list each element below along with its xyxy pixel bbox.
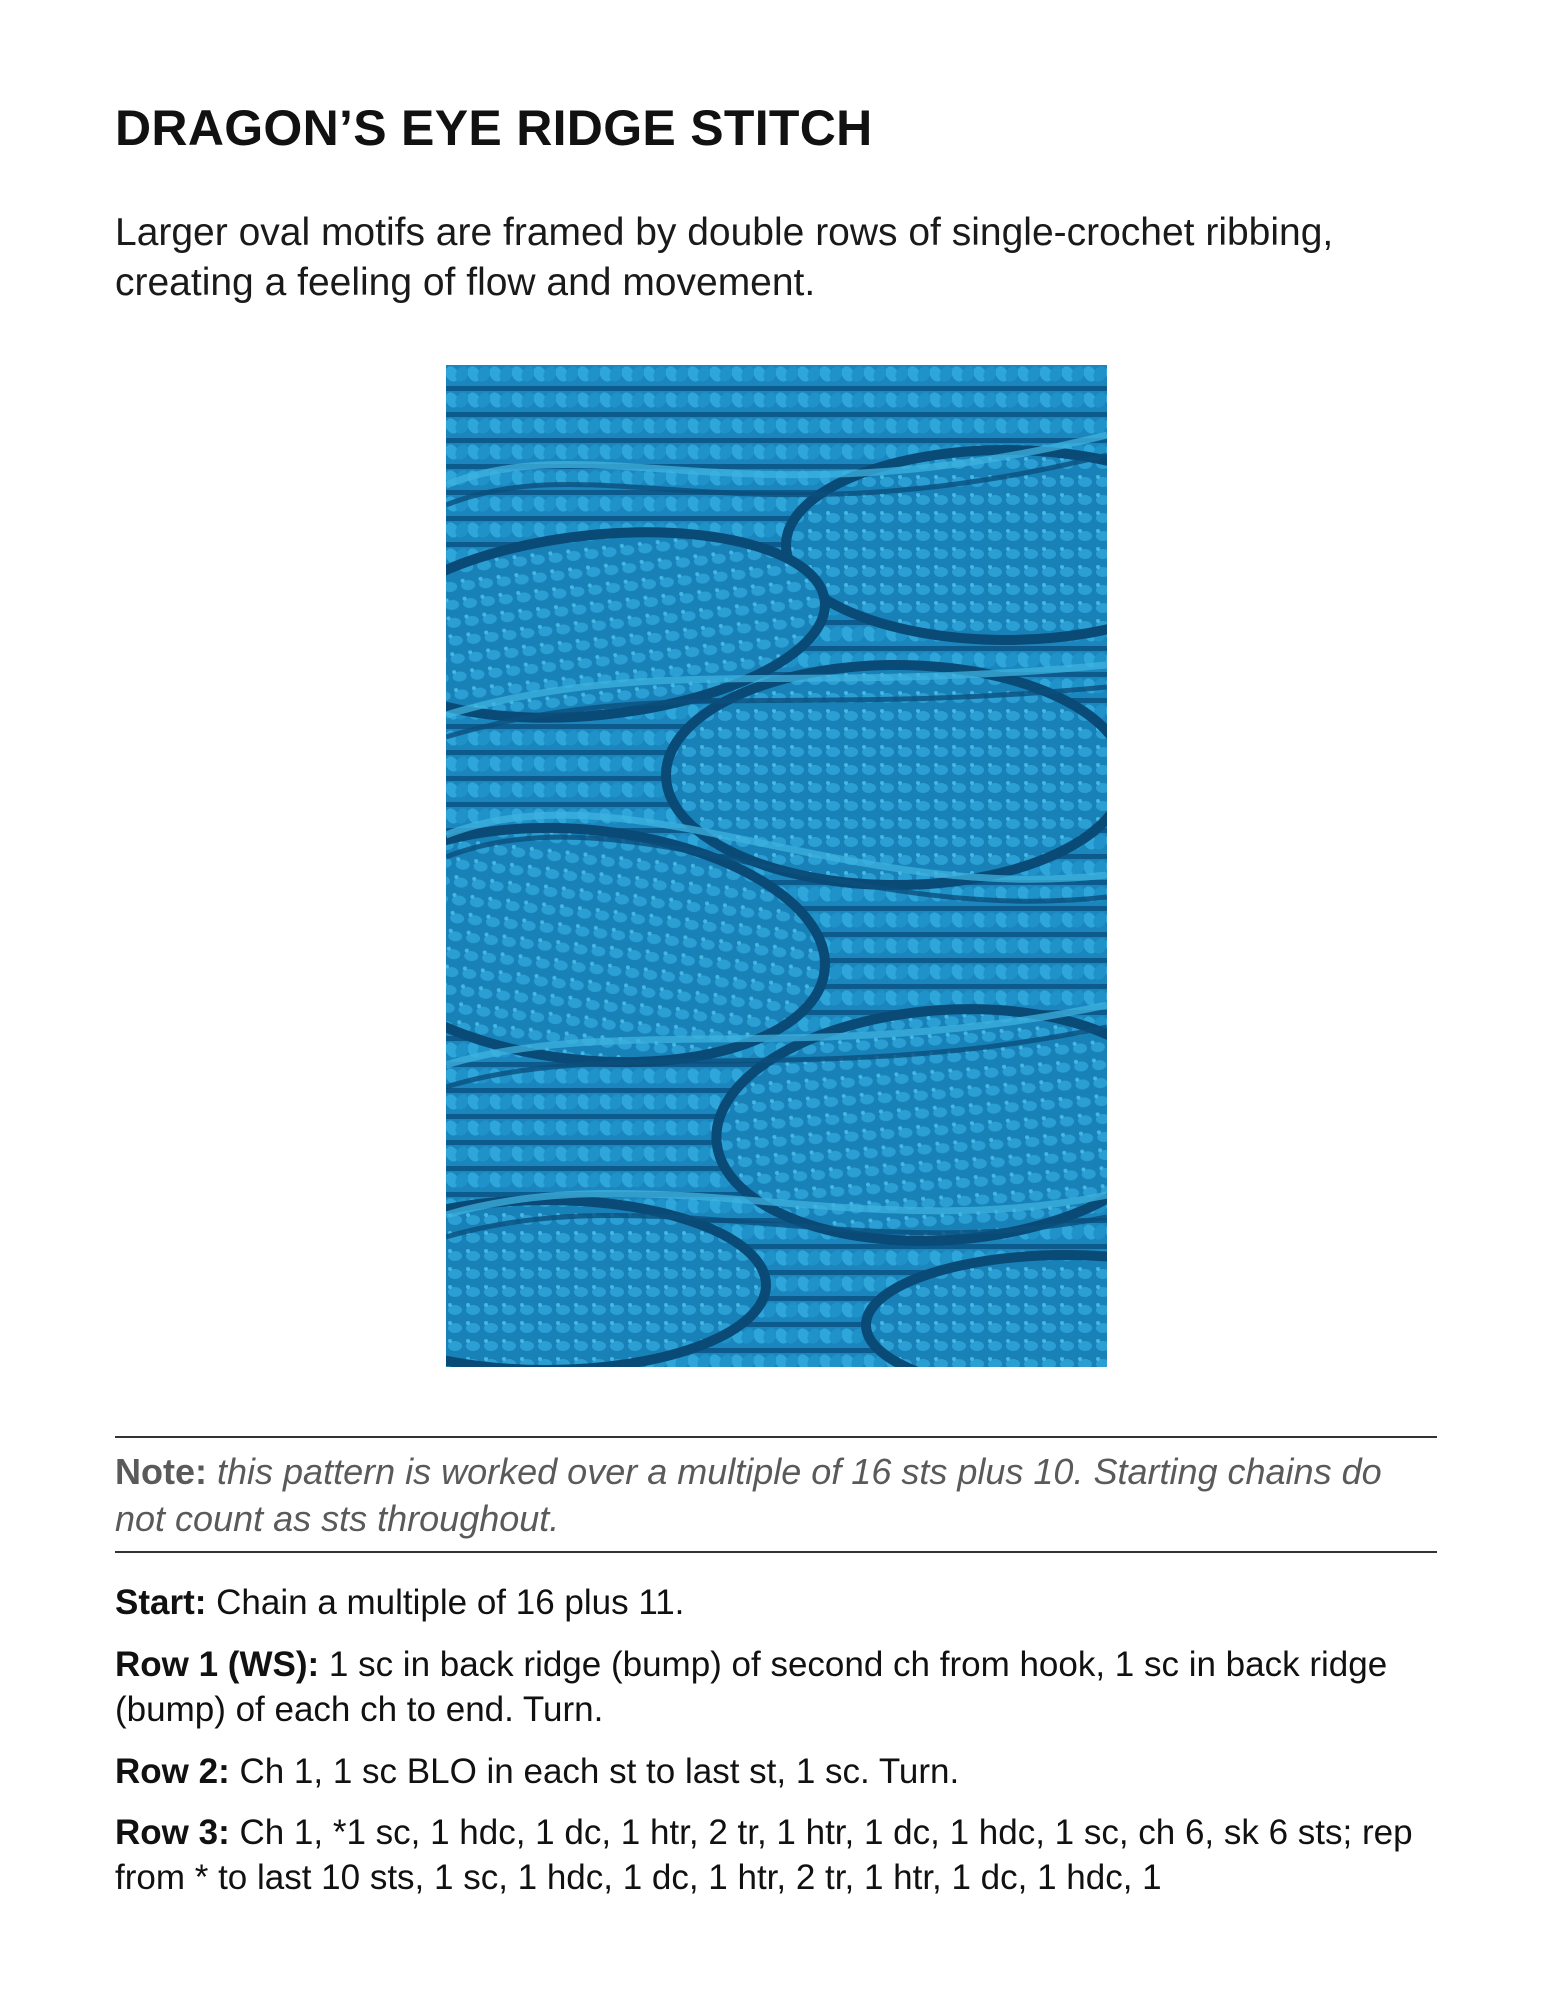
instruction-label: Row 1 (WS): (115, 1645, 320, 1684)
instruction-label: Row 2: (115, 1752, 230, 1791)
instruction-row-2 (115, 1749, 1437, 1794)
swatch-texture (446, 365, 1107, 1367)
instruction-label: Row 3: (115, 1813, 230, 1852)
stitch-swatch-photo (446, 365, 1107, 1367)
instruction-label: Start: (115, 1583, 207, 1622)
note-text: this pattern is worked over a multiple of 16 sts plus 10. Starting chains do not count as sts throughout. (115, 1451, 1382, 1539)
instruction-text: Chain a multiple of 16 plus 11. (216, 1583, 685, 1622)
note-top-divider (115, 1436, 1437, 1438)
note-bottom-divider (115, 1551, 1437, 1553)
instruction-start (115, 1580, 1437, 1625)
instruction-row-3 (115, 1810, 1437, 1900)
instruction-text: Ch 1, 1 sc BLO in each st to last st, 1 sc. Turn. (239, 1752, 960, 1791)
instruction-row-1 (115, 1642, 1437, 1732)
instruction-text: Ch 1, *1 sc, 1 hdc, 1 dc, 1 htr, 2 tr, 1 htr, 1 dc, 1 hdc, 1 sc, ch 6, sk 6 sts; rep from * to last 10 sts, 1 sc, 1 hdc, 1 dc, 1 htr, 2 tr, 1 htr, 1 dc, 1 hdc, 1 (115, 1813, 1413, 1897)
note-label: Note: (115, 1451, 207, 1492)
intro-paragraph: Larger oval motifs are framed by double rows of single-crochet ribbing, creating a feeling of flow and movement. (115, 211, 1334, 304)
pattern-note (115, 1448, 1437, 1542)
instruction-text: 1 sc in back ridge (bump) of second ch from hook, 1 sc in back ridge (bump) of each ch to end. Turn. (115, 1645, 1388, 1729)
page-title: DRAGON’S EYE RIDGE STITCH (115, 100, 873, 156)
